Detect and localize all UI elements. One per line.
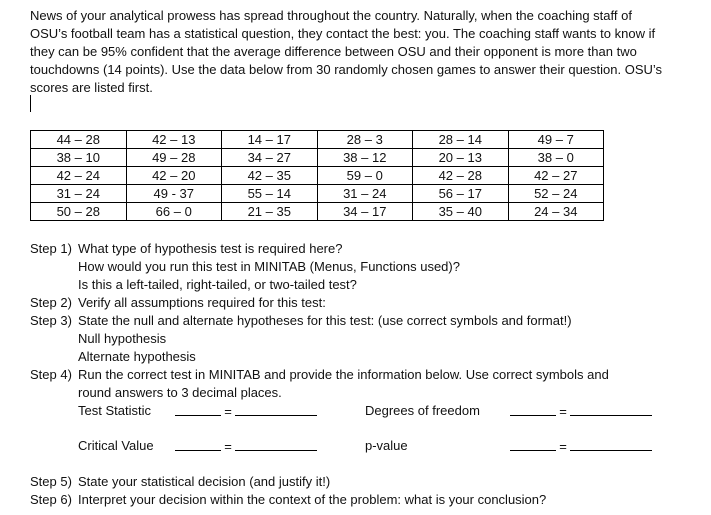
degrees-of-freedom-label: Degrees of freedom: [365, 403, 480, 418]
score-cell: 50 – 28: [31, 203, 127, 221]
scores-table: [30, 130, 604, 221]
p-value-answer[interactable]: [510, 437, 652, 456]
score-cell: 31 – 24: [317, 185, 413, 203]
table-row: [31, 149, 604, 167]
text-cursor: [30, 95, 31, 112]
test-statistic-answer[interactable]: [175, 402, 317, 421]
step-3-text: State the null and alternate hypotheses for this test: (use correct symbols and format!): [78, 313, 572, 328]
score-cell: 55 – 14: [222, 185, 318, 203]
p-value-symbol-blank[interactable]: [510, 437, 556, 451]
equals-sign: =: [559, 439, 567, 454]
degrees-of-freedom-answer[interactable]: [510, 402, 652, 421]
step-1-sub-minitab: How would you run this test in MINITAB (Menus, Functions used)?: [78, 259, 460, 274]
step-1-sub-tail: Is this a left-tailed, right-tailed, or two-tailed test?: [78, 277, 357, 292]
score-cell: 24 – 34: [508, 203, 604, 221]
test-statistic-label: Test Statistic: [78, 403, 151, 418]
score-cell: 42 – 28: [413, 167, 509, 185]
step-5-text: State your statistical decision (and justify it!): [78, 474, 331, 489]
table-row: [31, 185, 604, 203]
score-cell: 56 – 17: [413, 185, 509, 203]
score-cell: 38 – 12: [317, 149, 413, 167]
step-4-number: Step 4): [30, 367, 72, 382]
score-cell: 28 – 3: [317, 131, 413, 149]
score-cell: 35 – 40: [413, 203, 509, 221]
score-cell: 49 – 28: [126, 149, 222, 167]
table-row: [31, 131, 604, 149]
step-1-text: What type of hypothesis test is required here?: [78, 241, 343, 256]
step-1-number: Step 1): [30, 241, 72, 256]
score-cell: 66 – 0: [126, 203, 222, 221]
score-cell: 34 – 17: [317, 203, 413, 221]
step-4-text: Run the correct test in MINITAB and provide the information below. Use correct symbols and: [78, 367, 609, 382]
score-cell: 42 – 24: [31, 167, 127, 185]
score-cell: 49 – 7: [508, 131, 604, 149]
score-cell: 34 – 27: [222, 149, 318, 167]
score-cell: 21 – 35: [222, 203, 318, 221]
score-cell: 49 - 37: [126, 185, 222, 203]
critical-value-value-blank[interactable]: [235, 437, 317, 451]
score-cell: 20 – 13: [413, 149, 509, 167]
p-value-value-blank[interactable]: [570, 437, 652, 451]
null-hypothesis-label: Null hypothesis: [78, 331, 167, 346]
critical-value-symbol-blank[interactable]: [175, 437, 221, 451]
table-row: [31, 203, 604, 221]
score-cell: 44 – 28: [31, 131, 127, 149]
p-value-label: p-value: [365, 438, 408, 453]
score-cell: 42 – 35: [222, 167, 318, 185]
score-cell: 38 – 10: [31, 149, 127, 167]
step-4-text-continued: round answers to 3 decimal places.: [78, 385, 282, 400]
score-cell: 59 – 0: [317, 167, 413, 185]
score-cell: 31 – 24: [31, 185, 127, 203]
step-5-number: Step 5): [30, 474, 72, 489]
score-cell: 42 – 20: [126, 167, 222, 185]
score-cell: 38 – 0: [508, 149, 604, 167]
degrees-of-freedom-value-blank[interactable]: [570, 402, 652, 416]
degrees-of-freedom-symbol-blank[interactable]: [510, 402, 556, 416]
step-3-number: Step 3): [30, 313, 72, 328]
step-2-number: Step 2): [30, 295, 72, 310]
score-cell: 52 – 24: [508, 185, 604, 203]
table-row: [31, 167, 604, 185]
equals-sign: =: [224, 404, 232, 419]
alternate-hypothesis-label: Alternate hypothesis: [78, 349, 196, 364]
equals-sign: =: [224, 439, 232, 454]
critical-value-label: Critical Value: [78, 438, 154, 453]
intro-paragraph: News of your analytical prowess has spread throughout the country. Naturally, when the coaching staff of OSU’s football team has a statistical question, they contact the best: you. The coaching staff wants to know if they can be 95% confident that the average difference between OSU and their opponent is more than two touchdowns (14 points). Use the data below from 30 randomly chosen games to answer their question. OSU’s scores are listed first.: [30, 8, 663, 95]
test-statistic-symbol-blank[interactable]: [175, 402, 221, 416]
score-cell: 28 – 14: [413, 131, 509, 149]
score-cell: 42 – 27: [508, 167, 604, 185]
step-6-text: Interpret your decision within the context of the problem: what is your conclusion?: [78, 492, 547, 507]
score-cell: 14 – 17: [222, 131, 318, 149]
step-2-text: Verify all assumptions required for this test:: [78, 295, 326, 310]
critical-value-answer[interactable]: [175, 437, 317, 456]
score-cell: 42 – 13: [126, 131, 222, 149]
test-statistic-value-blank[interactable]: [235, 402, 317, 416]
equals-sign: =: [559, 404, 567, 419]
step-6-number: Step 6): [30, 492, 72, 507]
